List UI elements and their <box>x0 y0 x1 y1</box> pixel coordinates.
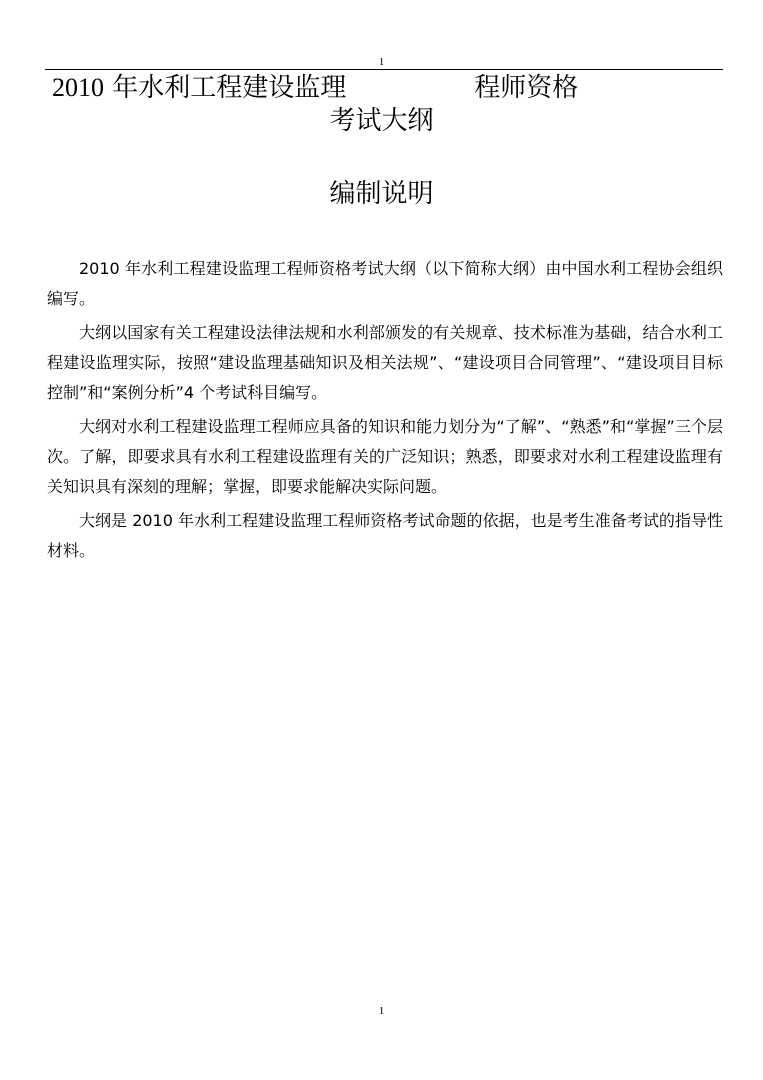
paragraph-3: 大纲对水利工程建设监理工程师应具备的知识和能力划分为“了解”、“熟悉”和“掌握”三个层次。了解，即要求具有水利工程建设监理有关的广泛知识；熟悉，即要求对水利工程建设监理有关知识具有深刻的理解；掌握，即要求能解决实际问题。 <box>47 417 723 496</box>
document-title-line1 <box>52 73 578 103</box>
title-part1: 年水利工程建设监理 <box>104 73 347 103</box>
title-year: 2010 <box>52 73 104 102</box>
paragraph-2: 大纲以国家有关工程建设法律法规和水利部颁发的有关规章、技术标准为基础，结合水利工程建设监理实际，按照“建设监理基础知识及相关法规”、“建设项目合同管理”、“建设项目目标控制”和“案例分析”4 个考试科目编写。 <box>47 323 723 402</box>
header-page-number: 1 <box>378 56 385 68</box>
paragraph-1: 2010 年水利工程建设监理工程师资格考试大纲（以下简称大纲）由中国水利工程协会组织编写。 <box>47 259 723 308</box>
title-part2: 程师资格 <box>474 73 579 103</box>
paragraph-4: 大纲是 2010 年水利工程建设监理工程师资格考试命题的依据，也是考生准备考试的指导性材料。 <box>47 511 723 560</box>
footer-page-number: 1 <box>378 1005 385 1017</box>
body-text <box>47 254 723 570</box>
section-heading: 编制说明 <box>329 179 434 209</box>
document-title-line2: 考试大纲 <box>329 106 434 136</box>
header-rule <box>45 69 723 70</box>
